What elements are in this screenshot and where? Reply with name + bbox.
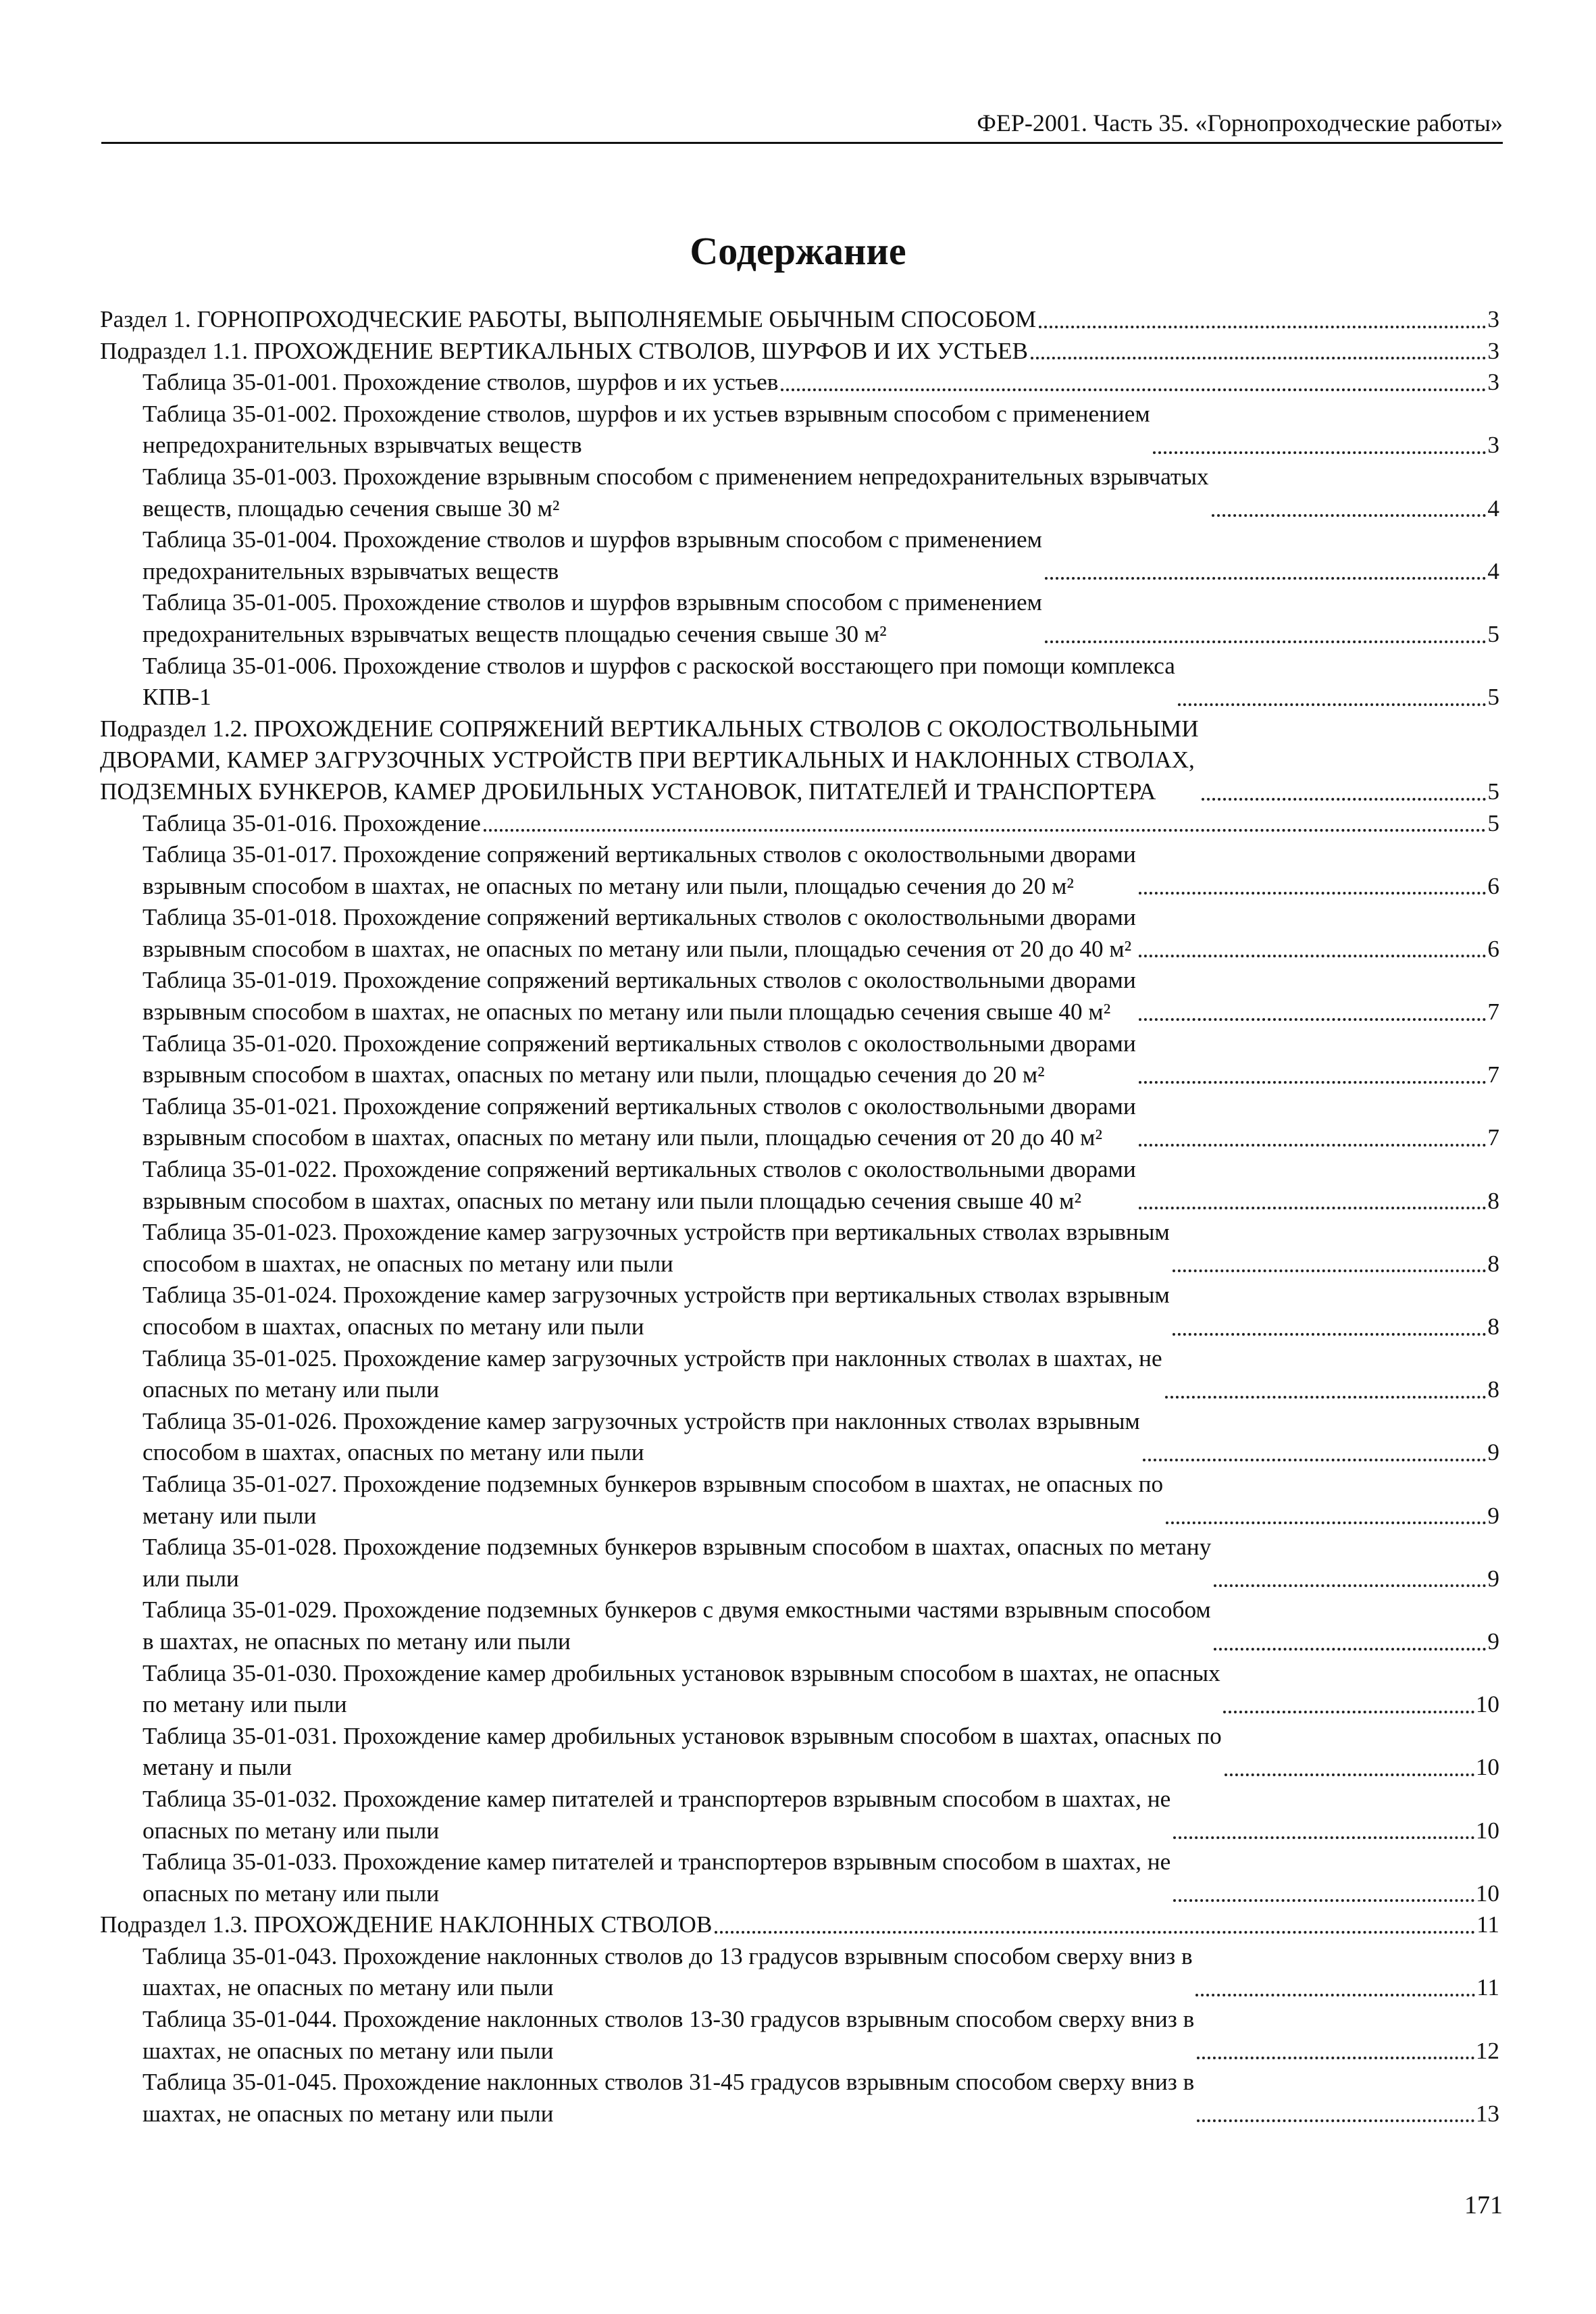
dot-leader [1197, 2057, 1474, 2059]
toc-entry-text: Таблица 35-01-005. Прохождение стволов и шурфов взрывным способом с применением предохранительных взрывчатых веществ площадью сечения свыше 30 м² [143, 589, 1042, 647]
toc-entry-page: 10 [1475, 1691, 1499, 1718]
dot-leader [1045, 577, 1486, 580]
dot-leader [1165, 1396, 1487, 1399]
toc-entry-page: 8 [1487, 1187, 1499, 1214]
toc-entry-text: Таблица 35-01-032. Прохождение камер питателей и транспортеров взрывным способом в шахтах, не опасных по метану или пыли [143, 1785, 1171, 1844]
toc-entry-text: Таблица 35-01-023. Прохождение камер загрузочных устройств при вертикальных стволах взрывным способом в шахтах, не опасных по метану или пыли [143, 1219, 1170, 1277]
toc-entry-page: 6 [1487, 935, 1499, 962]
toc-entry-text: Таблица 35-01-028. Прохождение подземных бункеров взрывным способом в шахтах, опасных по метану или пыли [143, 1534, 1212, 1592]
toc-entry-page: 11 [1476, 1911, 1499, 1938]
dot-leader [1139, 1144, 1487, 1147]
dot-leader [1139, 1018, 1487, 1021]
toc-title: Содержание [690, 229, 906, 273]
toc-section-entry[interactable] [100, 336, 1499, 368]
toc-table-entry[interactable] [100, 1941, 1499, 2004]
toc-entry-page: 3 [1487, 306, 1499, 332]
page-number: 171 [1464, 2191, 1503, 2219]
dot-leader [1173, 1269, 1487, 1272]
toc-entry-text: Подраздел 1.3. ПРОХОЖДЕНИЕ НАКЛОННЫХ СТВОЛОВ [100, 1911, 713, 1938]
toc-entry-page: 10 [1475, 1817, 1499, 1844]
dot-leader [1039, 326, 1486, 328]
toc-entry-text: Таблица 35-01-025. Прохождение камер загрузочных устройств при наклонных стволах в шахтах, не опасных по метану или пыли [143, 1344, 1162, 1403]
toc-table-entry[interactable] [100, 1217, 1499, 1280]
dot-leader [1223, 1711, 1474, 1713]
dot-leader [1153, 451, 1487, 454]
toc-entry-text: Таблица 35-01-044. Прохождение наклонных стволов 13-30 градусов взрывным способом сверху вниз в шахтах, не опасных по метану или пыли [143, 2006, 1195, 2064]
dot-leader [1143, 1459, 1487, 1461]
dot-leader [1139, 892, 1487, 895]
toc-entry-text: Таблица 35-01-002. Прохождение стволов, шурфов и их устьев взрывным способом с применением непредохранительных взрывчатых веществ [143, 400, 1150, 459]
toc-entry-text: Таблица 35-01-017. Прохождение сопряжений вертикальных стволов с околоствольными дворами взрывным способом в шахтах, не опасных по метану или пыли, площадью сечения до 20 м² [143, 841, 1136, 899]
toc-section-entry[interactable] [100, 713, 1499, 808]
toc-entry-text: Таблица 35-01-020. Прохождение сопряжений вертикальных стволов с околоствольными дворами взрывным способом в шахтах, опасных по метану или пыли, площадью сечения до 20 м² [143, 1030, 1136, 1088]
toc-entry-page: 10 [1475, 1880, 1499, 1907]
toc-table-entry[interactable] [100, 2067, 1499, 2130]
toc-entry-page: 9 [1487, 1439, 1499, 1466]
toc-section-entry[interactable] [100, 304, 1499, 336]
toc-entry-text: Таблица 35-01-003. Прохождение взрывным способом с применением непредохранительных взрывчатых веществ, площадью сечения свыше 30 м² [143, 463, 1209, 522]
toc-table-entry[interactable] [100, 1343, 1499, 1406]
toc-entry-text: Таблица 35-01-029. Прохождение подземных бункеров с двумя емкостными частями взрывным способом в шахтах, не опасных по метану или пыли [143, 1596, 1211, 1655]
toc-table-entry[interactable] [100, 1846, 1499, 1909]
dot-leader [781, 388, 1486, 391]
toc-table-entry[interactable] [100, 965, 1499, 1028]
toc-entry-text: Таблица 35-01-045. Прохождение наклонных стволов 31-45 градусов взрывным способом сверху вниз в шахтах, не опасных по метану или пыли [143, 2069, 1195, 2127]
dot-leader [1214, 1584, 1486, 1587]
dot-leader [1139, 1207, 1487, 1209]
toc-table-entry[interactable] [100, 902, 1499, 965]
toc-entry-text: Таблица 35-01-004. Прохождение стволов и шурфов взрывным способом с применением предохранительных взрывчатых веществ [143, 526, 1042, 584]
toc-entry-text: Таблица 35-01-019. Прохождение сопряжений вертикальных стволов с околоствольными дворами взрывным способом в шахтах, не опасных по метану или пыли площадью сечения свыше 40 м² [143, 967, 1136, 1026]
toc-entry-page: 12 [1475, 2037, 1499, 2064]
toc-entry-page: 4 [1487, 557, 1499, 584]
toc-entry-text: Таблица 35-01-016. Прохождение [143, 809, 481, 836]
dot-leader [1202, 798, 1487, 801]
toc-entry-page: 3 [1487, 369, 1499, 396]
toc-entry-page: 7 [1487, 999, 1499, 1026]
toc-section-entry[interactable] [100, 1909, 1499, 1941]
toc-entry-page: 7 [1487, 1124, 1499, 1151]
toc-table-entry[interactable] [100, 1154, 1499, 1217]
toc-entry-page: 8 [1487, 1313, 1499, 1340]
toc-table-entry[interactable] [100, 1280, 1499, 1342]
dot-leader [1225, 1774, 1474, 1776]
toc-entry-text: Подраздел 1.2. ПРОХОЖДЕНИЕ СОПРЯЖЕНИЙ ВЕРТИКАЛЬНЫХ СТВОЛОВ С ОКОЛОСТВОЛЬНЫМИ ДВОРАМИ, КАМЕР ЗАГРУЗОЧНЫХ УСТРОЙСТВ ПРИ ВЕРТИКАЛЬНЫХ И НАКЛОННЫХ СТВОЛАХ, ПОДЗЕМНЫХ БУНКЕРОВ, КАМЕР ДРОБИЛЬНЫХ УСТАНОВОК, ПИТАТЕЛЕЙ И ТРАНСПОРТЕРА [100, 715, 1199, 805]
toc-table-entry[interactable] [100, 1721, 1499, 1784]
toc-table-entry[interactable] [100, 399, 1499, 461]
toc-entry-text: Таблица 35-01-024. Прохождение камер загрузочных устройств при вертикальных стволах взрывным способом в шахтах, опасных по метану или пыли [143, 1282, 1170, 1340]
dot-leader [1173, 1333, 1487, 1336]
dot-leader [1139, 1081, 1487, 1084]
toc-entry-text: Таблица 35-01-022. Прохождение сопряжений вертикальных стволов с околоствольными дворами взрывным способом в шахтах, опасных по метану или пыли площадью сечения свыше 40 м² [143, 1156, 1136, 1214]
dot-leader [1197, 2119, 1474, 2122]
toc-entry-page: 9 [1487, 1628, 1499, 1655]
toc-table-entry[interactable] [100, 1658, 1499, 1721]
dot-leader [1214, 1648, 1487, 1651]
toc-entry-text: Таблица 35-01-030. Прохождение камер дробильных установок взрывным способом в шахтах, не опасных по метану или пыли [143, 1659, 1220, 1718]
toc-entry-page: 13 [1475, 2100, 1499, 2127]
toc-entry-page: 5 [1487, 684, 1499, 711]
toc-table-entry[interactable] [100, 1532, 1499, 1594]
toc-entry-text: Таблица 35-01-021. Прохождение сопряжений вертикальных стволов с околоствольными дворами взрывным способом в шахтах, опасных по метану или пыли, площадью сечения от 20 до 40 м² [143, 1092, 1136, 1151]
toc-entry-page: 10 [1475, 1754, 1499, 1781]
toc-entry-page: 5 [1487, 809, 1499, 836]
toc-entry-text: Таблица 35-01-001. Прохождение стволов, шурфов и их устьев [143, 369, 779, 396]
toc-entry-text: Таблица 35-01-026. Прохождение камер загрузочных устройств при наклонных стволах взрывным способом в шахтах, опасных по метану или пыли [143, 1407, 1140, 1466]
toc-table-entry[interactable] [100, 587, 1499, 650]
toc-entry-text: Раздел 1. ГОРНОПРОХОДЧЕСКИЕ РАБОТЫ, ВЫПОЛНЯЕМЫЕ ОБЫЧНЫМ СПОСОБОМ [100, 306, 1037, 332]
toc-table-entry[interactable] [100, 1469, 1499, 1532]
toc-table-entry[interactable] [100, 461, 1499, 524]
toc-table-entry[interactable] [100, 839, 1499, 902]
toc-entry-page: 5 [1487, 620, 1499, 647]
toc-entry-text: Таблица 35-01-031. Прохождение камер дробильных установок взрывным способом в шахтах, опасных по метану и пыли [143, 1722, 1222, 1781]
toc-entry-page: 9 [1487, 1565, 1499, 1592]
dot-leader [1178, 703, 1487, 706]
toc-table-entry[interactable] [100, 367, 1499, 399]
toc-entry-page: 4 [1487, 495, 1499, 522]
toc-table-entry[interactable] [100, 651, 1499, 713]
toc-entry-text: Подраздел 1.1. ПРОХОЖДЕНИЕ ВЕРТИКАЛЬНЫХ СТВОЛОВ, ШУРФОВ И ИХ УСТЬЕВ [100, 337, 1028, 364]
toc-entry-text: Таблица 35-01-043. Прохождение наклонных стволов до 13 градусов взрывным способом сверху вниз в шахтах, не опасных по метану или пыли [143, 1942, 1193, 2001]
dot-leader [1139, 955, 1487, 957]
toc-entry-page: 9 [1487, 1502, 1499, 1529]
table-of-contents [100, 304, 1499, 2130]
dot-leader [1031, 357, 1486, 359]
toc-entry-page: 8 [1487, 1376, 1499, 1403]
dot-leader [1173, 1899, 1474, 1902]
toc-table-entry[interactable] [100, 524, 1499, 587]
toc-table-entry[interactable] [100, 808, 1499, 840]
dot-leader [715, 1931, 1475, 1934]
dot-leader [1195, 1994, 1476, 1996]
toc-entry-page: 8 [1487, 1250, 1499, 1277]
toc-table-entry[interactable] [100, 1406, 1499, 1469]
toc-entry-page: 11 [1476, 1974, 1499, 2001]
toc-entry-page: 3 [1487, 337, 1499, 364]
dot-leader [484, 829, 1487, 832]
toc-entry-page: 7 [1487, 1061, 1499, 1088]
toc-entry-text: Таблица 35-01-018. Прохождение сопряжений вертикальных стволов с околоствольными дворами взрывным способом в шахтах, не опасных по метану или пыли, площадью сечения от 20 до 40 м² [143, 904, 1136, 962]
toc-entry-text: Таблица 35-01-006. Прохождение стволов и шурфов с раскоской восстающего при помощи комплекса КПВ-1 [143, 652, 1175, 711]
toc-entry-page: 6 [1487, 872, 1499, 899]
toc-table-entry[interactable] [100, 1091, 1499, 1154]
toc-entry-page: 5 [1487, 778, 1499, 805]
running-header: ФЕР-2001. Часть 35. «Горнопроходческие работы» [101, 108, 1503, 144]
toc-entry-text: Таблица 35-01-033. Прохождение камер питателей и транспортеров взрывным способом в шахтах, не опасных по метану или пыли [143, 1848, 1171, 1907]
toc-table-entry[interactable] [100, 2004, 1499, 2067]
dot-leader [1173, 1836, 1474, 1839]
dot-leader [1166, 1521, 1486, 1524]
toc-entry-page: 3 [1487, 432, 1499, 459]
toc-table-entry[interactable] [100, 1028, 1499, 1091]
dot-leader [1212, 514, 1487, 517]
toc-table-entry[interactable] [100, 1784, 1499, 1846]
toc-table-entry[interactable] [100, 1594, 1499, 1657]
dot-leader [1045, 640, 1486, 643]
toc-entry-text: Таблица 35-01-027. Прохождение подземных бункеров взрывным способом в шахтах, не опасных по метану или пыли [143, 1470, 1164, 1529]
